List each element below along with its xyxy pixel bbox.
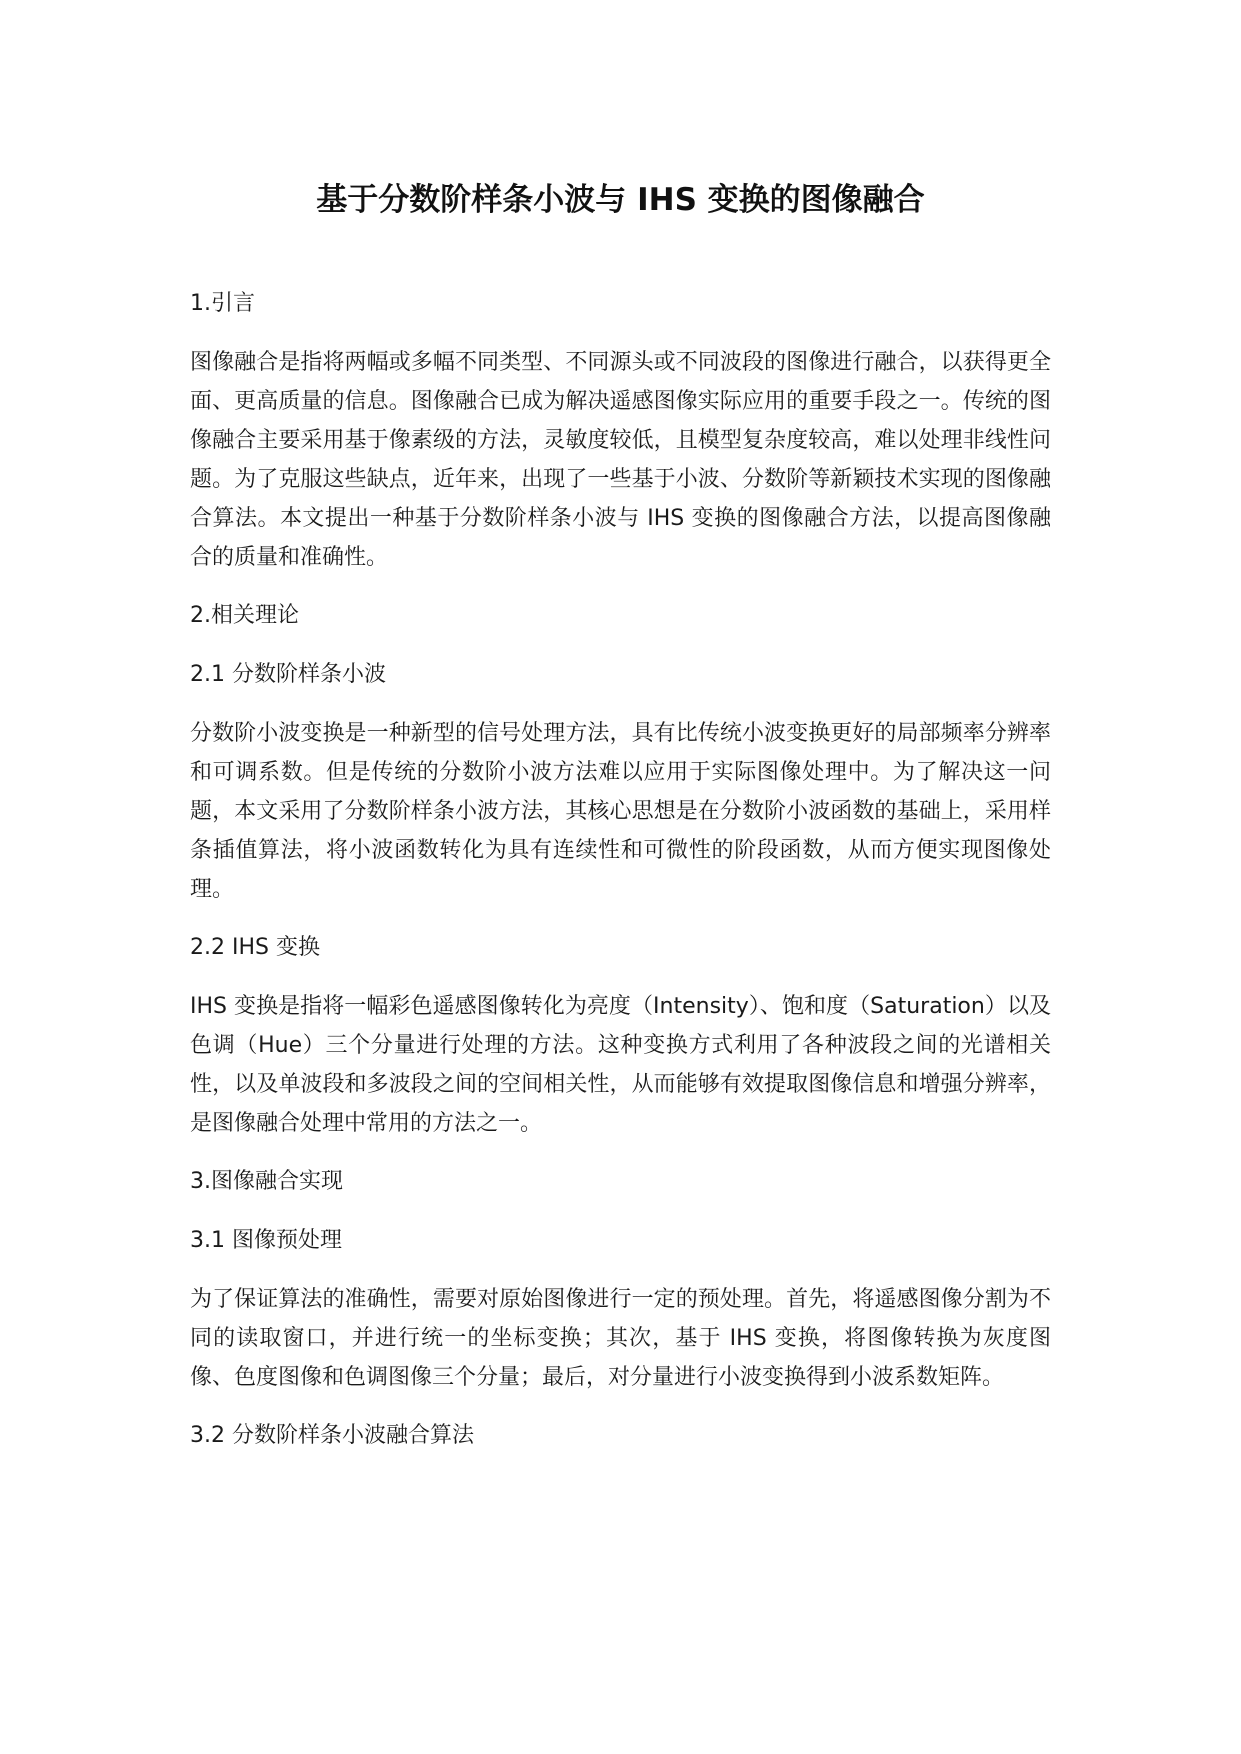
- subsection-heading-preprocessing: 3.1 图像预处理: [190, 1228, 342, 1253]
- paragraph-introduction: 图像融合是指将两幅或多幅不同类型、不同源头或不同波段的图像进行融合，以获得更全面、更高质量的信息。图像融合已成为解决遥感图像实际应用的重要手段之一。传统的图像融合主要采用基于像素级的方法，灵敏度较低，且模型复杂度较高，难以处理非线性问题。为了克服这些缺点，近年来，出现了一些基于小波、分数阶等新颖技术实现的图像融合算法。本文提出一种基于分数阶样条小波与 IHS 变换的图像融合方法，以提高图像融合的质量和准确性。: [190, 350, 1051, 570]
- subsection-heading-fractional-spline-wavelet: 2.1 分数阶样条小波: [190, 662, 386, 687]
- section-heading-introduction: 1.引言: [190, 291, 255, 316]
- subsection-heading-ihs-transform: 2.2 IHS 变换: [190, 935, 320, 960]
- document-title: 基于分数阶样条小波与 IHS 变换的图像融合: [316, 182, 925, 218]
- section-heading-fusion-implementation: 3.图像融合实现: [190, 1169, 343, 1194]
- paragraph-preprocessing: 为了保证算法的准确性，需要对原始图像进行一定的预处理。首先，将遥感图像分割为不同的读取窗口，并进行统一的坐标变换；其次，基于 IHS 变换，将图像转换为灰度图像、色度图像和色调图像三个分量；最后，对分量进行小波变换得到小波系数矩阵。: [190, 1287, 1051, 1390]
- subsection-heading-fusion-algorithm: 3.2 分数阶样条小波融合算法: [190, 1423, 474, 1448]
- section-heading-related-theory: 2.相关理论: [190, 603, 299, 628]
- paragraph-fractional-spline-wavelet: 分数阶小波变换是一种新型的信号处理方法，具有比传统小波变换更好的局部频率分辨率和可调系数。但是传统的分数阶小波方法难以应用于实际图像处理中。为了解决这一问题，本文采用了分数阶样条小波方法，其核心思想是在分数阶小波函数的基础上，采用样条插值算法，将小波函数转化为具有连续性和可微性的阶段函数，从而方便实现图像处理。: [190, 721, 1051, 902]
- paragraph-ihs-transform: IHS 变换是指将一幅彩色遥感图像转化为亮度（Intensity）、饱和度（Saturation）以及色调（Hue）三个分量进行处理的方法。这种变换方式利用了各种波段之间的光谱相关性，以及单波段和多波段之间的空间相关性，从而能够有效提取图像信息和增强分辨率，是图像融合处理中常用的方法之一。: [190, 994, 1051, 1136]
